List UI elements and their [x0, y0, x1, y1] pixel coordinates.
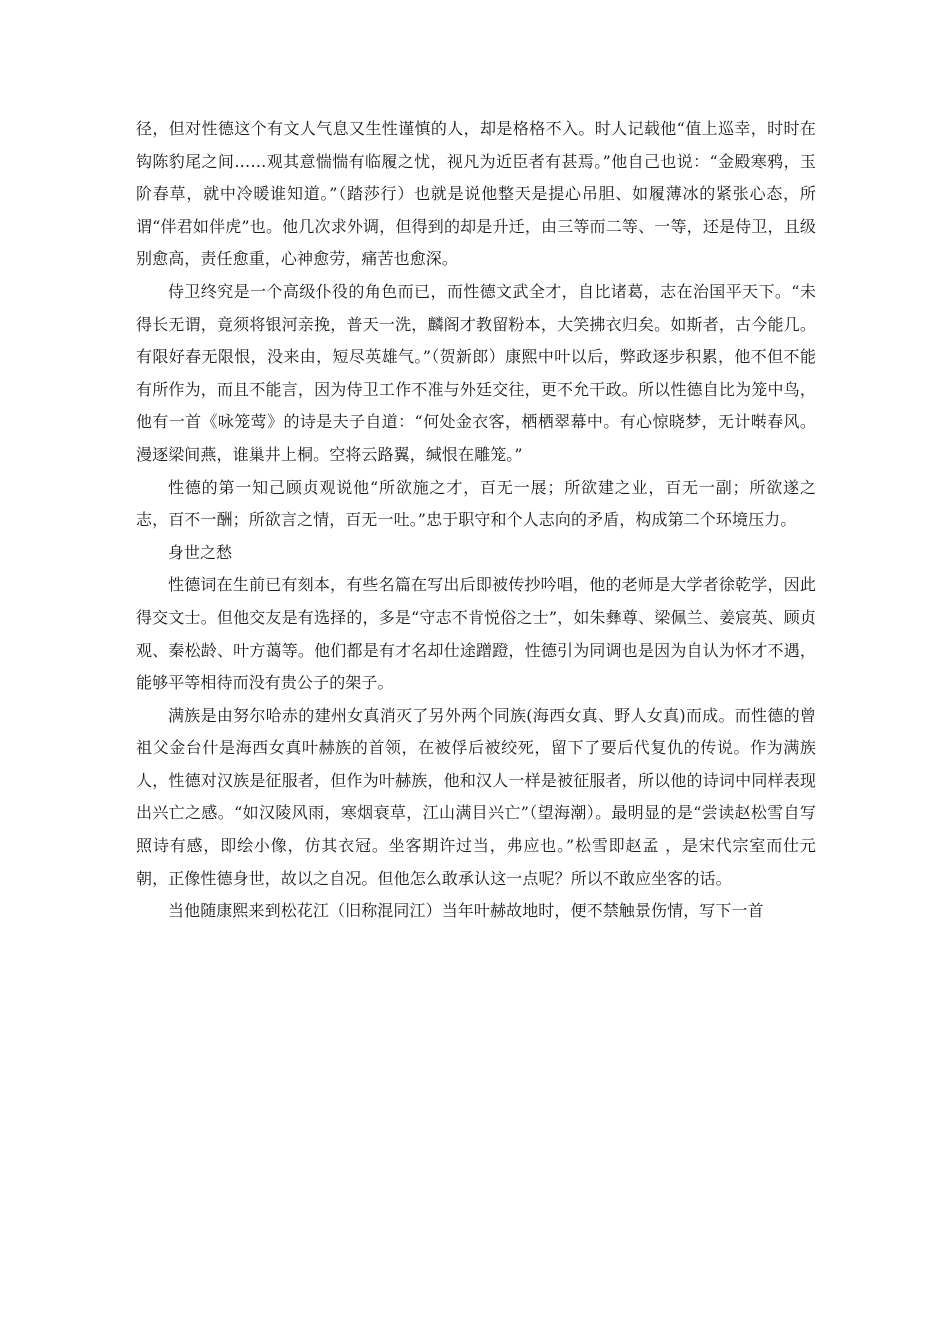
paragraph-1: 径，但对性德这个有文人气息又生性谨慎的人，却是格格不入。时人记载他“值上巡幸，时时在钩陈豹尾之间……观其意惴惴有临履之忧，视凡为近臣者有甚焉。”他自己也说：“金殿寒鸦，玉阶春草，就中冷暖谁知道。”（踏莎行）也就是说他整天是提心吊胆、如履薄冰的紧张心态，所谓“伴君如伴虎”也。他几次求外调，但得到的却是升迁，由三等而二等、一等，还是侍卫，且级别愈高，责任愈重，心神愈劳，痛苦也愈深。 — [136, 119, 816, 269]
paragraph-5: 满族是由努尔哈赤的建州女真消灭了另外两个同族(海西女真、野人女真)而成。而性德的曾祖父金台什是海西女真叶赫族的首领，在被俘后被绞死，留下了要后代复仇的传说。作为满族人，性德对汉族是征服者，但作为叶赫族，他和汉人一样是被征服者，所以他的诗词中同样表现出兴亡之感。“如汉陵风雨，寒烟衰草，江山满目兴亡”（望海潮）。最明显的是“尝读赵松雪自写照诗有感，即绘小像，仿其衣冠。坐客期许过当，弗应也。”松雪即赵孟 ，是宋代宗室而仕元朝，正像性德身世，故以之自况。但他怎么敢承认这一点呢？所以不敢应坐客的话。 — [136, 705, 816, 888]
paragraph-2: 侍卫终究是一个高级仆役的角色而已，而性德文武全才，自比诸葛，志在治国平天下。“未得长无谓，竟须将银河亲挽，普天一洗，麟阁才教留粉本，大笑拂衣归矣。如斯者，古今能几。有限好春无限恨，没来由，短尽英雄气。”（贺新郎）康熙中叶以后，弊政逐步积累，他不但不能有所作为，而且不能言，因为侍卫工作不准与外廷交往，更不允干政。所以性德自比为笼中鸟，他有一首《咏笼莺》的诗是夫子自道：“何处金衣客，栖栖翠幕中。有心惊晓梦，无计啭春风。漫逐梁间燕，谁巢井上桐。空将云路翼，缄恨在雕笼。” — [136, 281, 816, 464]
paragraph-3: 性德的第一知己顾贞观说他“所欲施之才，百无一展；所欲建之业，百无一副；所欲遂之志，百不一酬；所欲言之情，百无一吐。”忠于职守和个人志向的矛盾，构成第二个环境压力。 — [136, 477, 816, 530]
paragraph-6: 当他随康熙来到松花江（旧称混同江）当年叶赫故地时，便不禁触景伤情，写下一首 — [168, 901, 764, 921]
paragraph-4: 性德词在生前已有刻本，有些名篇在写出后即被传抄吟唱，他的老师是大学者徐乾学，因此得交文士。但他交友是有选择的，多是“守志不肯悦俗之士”，如朱彝尊、梁佩兰、姜宸英、顾贞观、秦松龄、叶方蔼等。他们都是有才名却仕途蹭蹬，性德引为同调也是因为自认为怀才不遇，能够平等相待而没有贵公子的架子。 — [136, 575, 816, 693]
section-heading: 身世之愁 — [168, 542, 233, 562]
document-body — [136, 113, 816, 928]
